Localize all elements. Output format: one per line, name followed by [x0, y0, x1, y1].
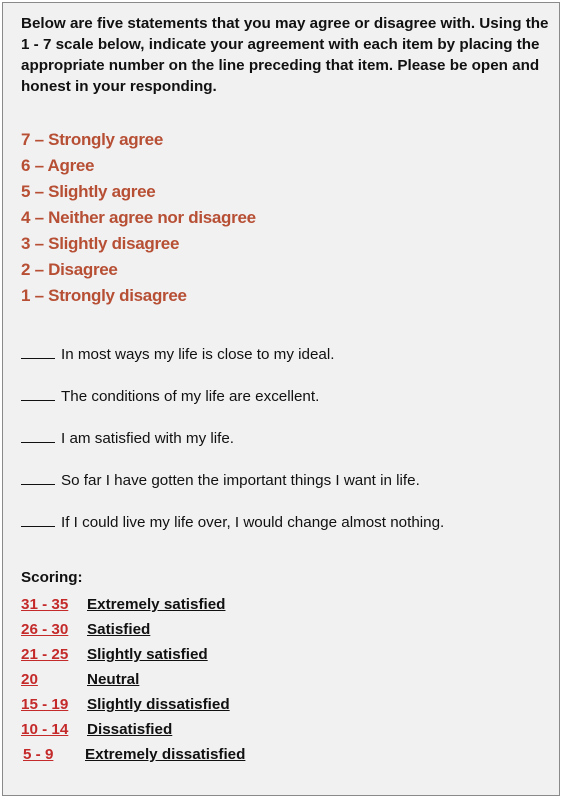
score-row [21, 719, 245, 744]
statement-item [21, 467, 444, 509]
scale-2: 2 – Disagree [21, 260, 118, 279]
score-range: 15 - 19 [21, 696, 69, 713]
score-range: 26 - 30 [21, 621, 69, 638]
score-label: Extremely dissatisfied [85, 746, 246, 763]
score-range: 31 - 35 [21, 596, 69, 613]
scoring-table [21, 594, 245, 769]
score-label: Satisfied [87, 621, 151, 638]
score-row [21, 644, 245, 669]
statement-item [21, 509, 444, 551]
score-row [21, 744, 245, 769]
score-label: Dissatisfied [87, 721, 173, 738]
score-label: Extremely satisfied [87, 596, 226, 613]
statement-text: The conditions of my life are excellent. [61, 388, 320, 405]
document-panel [2, 2, 560, 796]
answer-blank[interactable] [21, 428, 55, 443]
statement-list [21, 341, 444, 551]
score-range: 10 - 14 [21, 721, 69, 738]
scale-1: 1 – Strongly disagree [21, 286, 187, 305]
scale-5: 5 – Slightly agree [21, 182, 156, 201]
score-row [21, 694, 245, 719]
statement-item [21, 383, 444, 425]
statement-text: So far I have gotten the important things I want in life. [61, 472, 420, 489]
scale-3: 3 – Slightly disagree [21, 234, 180, 253]
score-label: Slightly satisfied [87, 646, 208, 663]
score-row [21, 669, 245, 694]
answer-blank[interactable] [21, 470, 55, 485]
score-label: Slightly dissatisfied [87, 696, 230, 713]
score-range: 21 - 25 [21, 646, 69, 663]
answer-blank[interactable] [21, 344, 55, 359]
score-row [21, 619, 245, 644]
statement-item [21, 425, 444, 467]
instructions: Below are five statements that you may agree or disagree with. Using the 1 - 7 scale below, indicate your agreement with each item by placing the appropriate number on the line preceding that item. Please be open and honest in your responding. [21, 15, 549, 95]
scale-6: 6 – Agree [21, 156, 95, 175]
answer-blank[interactable] [21, 512, 55, 527]
rating-scale [21, 127, 256, 309]
statement-text: I am satisfied with my life. [61, 430, 235, 447]
statement-item [21, 341, 444, 383]
statement-text: In most ways my life is close to my ideal. [61, 346, 335, 363]
score-range: 20 [21, 671, 38, 688]
statement-text: If I could live my life over, I would change almost nothing. [61, 514, 445, 531]
score-label: Neutral [87, 671, 140, 688]
score-range: 5 - 9 [23, 746, 54, 763]
scale-4: 4 – Neither agree nor disagree [21, 208, 256, 227]
answer-blank[interactable] [21, 386, 55, 401]
scale-7: 7 – Strongly agree [21, 130, 163, 149]
score-row [21, 594, 245, 619]
scoring-title: Scoring: [21, 569, 83, 586]
